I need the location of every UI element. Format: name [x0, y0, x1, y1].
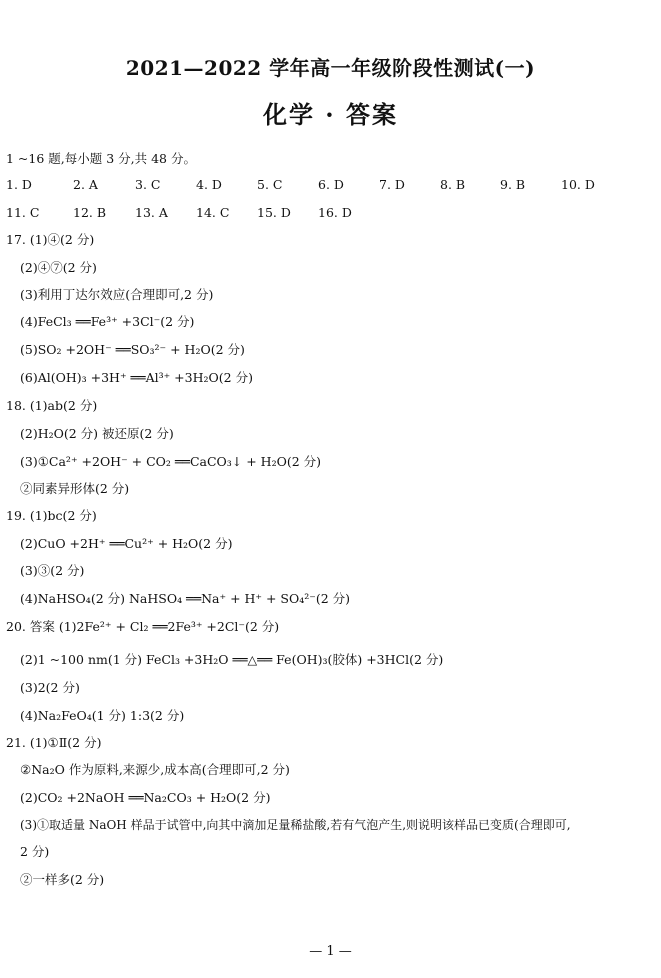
mc-answer: 12. B	[73, 205, 107, 220]
q17-line: (4)FeCl₃ ══Fe³⁺ +3Cl⁻(2 分)	[20, 314, 195, 329]
mc-answer: 10. D	[561, 177, 595, 192]
q21-line: 21. (1)①Ⅱ(2 分)	[6, 735, 102, 750]
q20-line: (2)1 ~100 nm(1 分) FeCl₃ +3H₂O ══△══ Fe(OH)₃(胶体) +3HCl(2 分)	[20, 652, 444, 667]
mc-answer: 5. C	[257, 177, 283, 192]
q17-line: (3)利用丁达尔效应(合理即可,2 分)	[20, 287, 214, 302]
q18-line: ②同素异形体(2 分)	[20, 481, 130, 496]
q19-line: (3)③(2 分)	[20, 563, 85, 578]
q21-line: (3)①取适量 NaOH 样品于试管中,向其中滴加足量稀盐酸,若有气泡产生,则说明该样品已变质(合理即可,	[20, 818, 571, 832]
q21-line: 2 分)	[20, 844, 50, 859]
mc-answer: 3. C	[135, 177, 161, 192]
mc-answer: 6. D	[318, 177, 344, 192]
q18-line: 18. (1)ab(2 分)	[6, 398, 98, 413]
page-number: — 1 —	[309, 944, 352, 959]
q21-line: ②Na₂O 作为原料,来源少,成本高(合理即可,2 分)	[20, 762, 290, 777]
q20-line: (3)2(2 分)	[20, 680, 80, 695]
mc-answer: 8. B	[440, 177, 466, 192]
q20-line: (4)Na₂FeO₄(1 分) 1:3(2 分)	[20, 708, 185, 723]
mc-answer: 13. A	[135, 205, 168, 220]
mc-intro: 1 ~16 题,每小题 3 分,共 48 分。	[6, 151, 196, 166]
mc-answer: 1. D	[6, 177, 32, 192]
mc-answer: 4. D	[196, 177, 222, 192]
q17-line: (2)④⑦(2 分)	[20, 260, 97, 275]
q17-line: (5)SO₂ +2OH⁻ ══SO₃²⁻ + H₂O(2 分)	[20, 342, 245, 357]
mc-answer: 9. B	[500, 177, 526, 192]
q17-line: (6)Al(OH)₃ +3H⁺ ══Al³⁺ +3H₂O(2 分)	[20, 370, 253, 385]
q17-line: 17. (1)④(2 分)	[6, 232, 95, 247]
mc-answer: 15. D	[257, 205, 291, 220]
q20-line: 20. 答案 (1)2Fe²⁺ + Cl₂ ══2Fe³⁺ +2Cl⁻(2 分)	[6, 619, 280, 634]
q18-line: (2)H₂O(2 分) 被还原(2 分)	[20, 426, 174, 441]
q18-line: (3)①Ca²⁺ +2OH⁻ + CO₂ ══CaCO₃↓ + H₂O(2 分)	[20, 454, 322, 469]
mc-answer: 2. A	[73, 177, 98, 192]
mc-answer: 14. C	[196, 205, 230, 220]
mc-answer: 16. D	[318, 205, 352, 220]
page-subtitle: 化学 · 答案	[262, 100, 399, 129]
q19-line: 19. (1)bc(2 分)	[6, 508, 97, 523]
q21-line: ②一样多(2 分)	[20, 872, 105, 887]
q21-line: (2)CO₂ +2NaOH ══Na₂CO₃ + H₂O(2 分)	[20, 790, 271, 805]
page-title: 2021—2022 学年高一年级阶段性测试(一)	[125, 56, 536, 80]
q19-line: (4)NaHSO₄(2 分) NaHSO₄ ══Na⁺ + H⁺ + SO₄²⁻(2 分)	[20, 591, 351, 606]
mc-answer: 11. C	[6, 205, 40, 220]
q19-line: (2)CuO +2H⁺ ══Cu²⁺ + H₂O(2 分)	[20, 536, 233, 551]
mc-answer: 7. D	[379, 177, 405, 192]
